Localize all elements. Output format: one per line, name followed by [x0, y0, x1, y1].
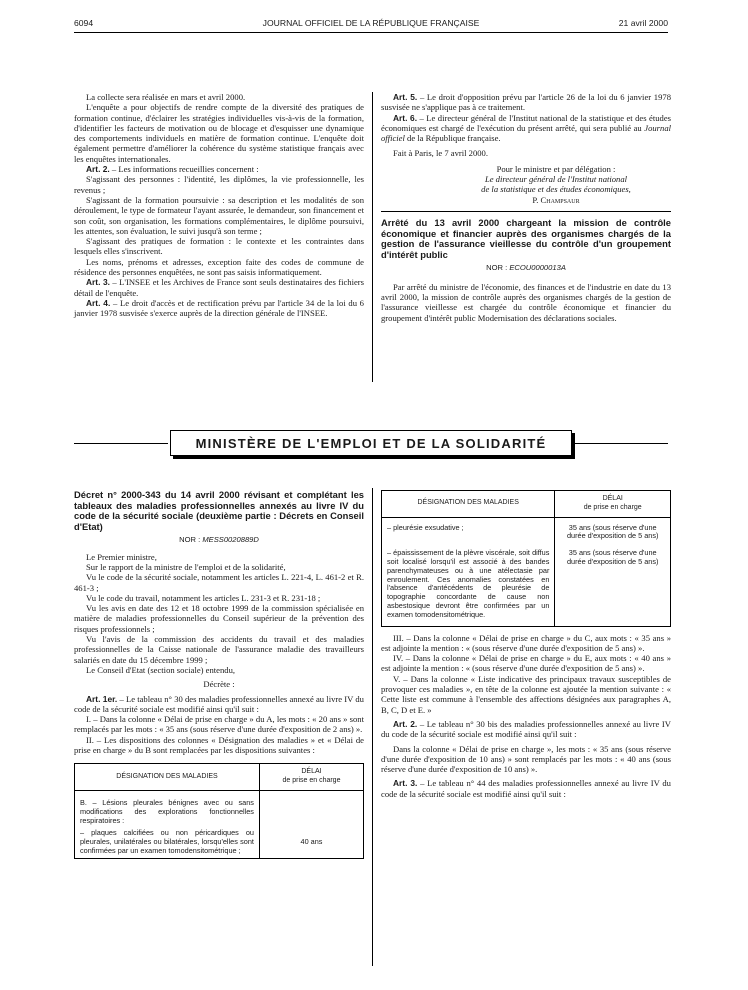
article-label: Art. 2. [86, 164, 110, 175]
table-row [382, 517, 671, 543]
article-4 [74, 298, 364, 319]
paragraph: S'agissant des personnes : l'identité, les diplômes, la vie professionnelle, les revenus ; [74, 174, 364, 195]
nor-label: NOR : [486, 263, 510, 273]
journal-title: JOURNAL OFFICIEL DE LA RÉPUBLIQUE FRANÇAISE [262, 18, 480, 28]
right-column-bottom [381, 490, 671, 799]
arrete-text: Par arrêté du ministre de l'économie, des finances et de l'industrie en date du 13 avril 2000, la mission de contrôle auprès des organismes chargés de la gestion de l'assurance vieillesse est chargée du contrôle économique et financier du groupement d'intérêt public Modernisation des déclarations sociales. [381, 281, 671, 323]
paragraph: S'agissant des pratiques de formation : le contexte et les contraintes dans lesquels elles s'inscrivent. [74, 236, 364, 257]
table-row [75, 790, 364, 827]
paragraph: I. – Dans la colonne « Délai de prise en charge » du A, les mots : « 20 ans » sont remplacés par les mots : « 35 ans (sous réserve d'une durée d'exposition de 2 ans) ». [74, 714, 364, 735]
signatory-name: P. Champsaur [532, 194, 580, 205]
separator [381, 211, 671, 212]
col-header-line: DÉLAI [602, 495, 623, 502]
paragraph: Vu le code du travail, notamment les articles L. 231-3 et R. 231-18 ; [86, 592, 321, 603]
table-cell [259, 790, 363, 827]
ministry-title: MINISTÈRE DE L'EMPLOI ET DE LA SOLIDARITÉ [195, 435, 547, 451]
left-column-bottom [74, 490, 364, 859]
article-text: – Les informations recueillies concernent : [109, 164, 259, 175]
col-header: DÉSIGNATION DES MALADIES [382, 491, 555, 518]
journal-name: Journal officiel [381, 122, 671, 144]
article-label: Art. 2. [393, 718, 418, 729]
paragraph: Le Premier ministre, [86, 551, 157, 562]
col-header [259, 764, 363, 791]
arrete-title: Arrêté du 13 avril 2000 chargeant la mission de contrôle économique et financier auprès des organismes chargés de la gestion de l'assurance vieillesse du contrôle d'un groupement d'intérêt public [381, 216, 671, 260]
paragraph: L'enquête a pour objectifs de rendre compte de la diversité des pratiques de formation continue, d'éclairer les stratégies individuelles vis-à-vis de la formation, d'identifier les facteurs de motivation ou de blocage et d'esquisser une dynamique des comportements individuels en matière de formation continue. L'enquête doit également permettre d'améliorer la cohérence du système statistique français avec les enquêtes internationales. [74, 102, 364, 164]
paragraph: Sur le rapport de la ministre de l'emploi et de la solidarité, [86, 561, 286, 572]
signature-block [381, 164, 671, 205]
column-divider [372, 488, 373, 966]
table-row [75, 827, 364, 858]
article-1 [74, 694, 364, 715]
left-column-top [74, 92, 364, 319]
article-2 [381, 719, 671, 740]
paragraph: Vu les avis en date des 12 et 18 octobre 1999 de la commission spécialisée en matière de maladies professionnelles du Conseil supérieur de la prévention des risques professionnels ; [74, 603, 364, 634]
signature-line: de la statistique et des études économiques, [481, 184, 631, 195]
paragraph: Les noms, prénoms et adresses, exception faite des codes de commune de résidence des personnes enquêtées, ne sont pas saisis informatiquement. [74, 256, 364, 278]
column-divider [372, 92, 373, 382]
article-label: Art. 5. [393, 92, 418, 102]
nor-code: ECOU0000013A [509, 263, 566, 273]
paragraph: IV. – Dans la colonne « Délai de prise en charge » du E, aux mots : « 40 ans » est adjointe la mention : « (sous réserve d'une durée d'exposition de 5 ans) ». [381, 653, 671, 674]
table-diseases-2 [381, 490, 671, 627]
ministry-rule-right [575, 443, 668, 444]
fait-a-paris: Fait à Paris, le 7 avril 2000. [393, 148, 488, 159]
article-3 [74, 277, 364, 298]
table-cell: 40 ans [259, 827, 363, 858]
article-text: – L'INSEE et les Archives de France sont seuls destinataires des fichiers détail de l'enquête. [74, 277, 364, 298]
table-cell: 35 ans (sous réserve d'une durée d'exposition de 5 ans) [555, 543, 671, 626]
nor-code: MESS0020889D [202, 535, 259, 545]
article-text: – Le tableau n° 30 bis des maladies professionnelles annexé au livre IV du code de la sécurité sociale est modifié ainsi qu'il suit : [381, 718, 671, 740]
article-label: Art. 6. [393, 112, 418, 123]
col-header-line: de prise en charge [583, 503, 642, 511]
page-number: 6094 [74, 18, 94, 28]
col-header [555, 491, 671, 518]
paragraph: V. – Dans la colonne « Liste indicative des principaux travaux susceptibles de provoquer ces maladies », en tête de la colonne est ajoutée la mention suivante : « Cette liste est commune à l'ensemble des affections désignées aux paragraphes A, B, C, D et E. » [381, 673, 671, 715]
article-2 [74, 164, 364, 174]
header-rule [74, 32, 668, 33]
article-text: – Le tableau n° 30 des maladies professionnelles annexé au livre IV du code de la sécurité sociale est modifié ainsi qu'il suit : [74, 693, 364, 714]
decrete: Décrète : [203, 679, 235, 690]
ministry-banner [170, 430, 572, 456]
col-header-line: DÉLAI [301, 768, 322, 776]
table-row [382, 543, 671, 626]
table-diseases-1 [74, 763, 364, 858]
article-text: de la République française. [404, 133, 501, 144]
table-cell: – pleurésie exsudative ; [382, 517, 555, 543]
signature-line: Le directeur général de l'Institut national [484, 174, 628, 185]
page-header [74, 18, 668, 32]
col-header: DÉSIGNATION DES MALADIES [75, 764, 260, 791]
article-5 [381, 92, 671, 113]
col-header-line: de prise en charge [282, 777, 341, 785]
nor-label: NOR : [179, 535, 203, 545]
signature-line: Pour le ministre et par délégation : [496, 163, 616, 174]
paragraph: Le Conseil d'Etat (section sociale) entendu, [86, 664, 236, 675]
table-cell: B. – Lésions pleurales bénignes avec ou sans modifications des explorations fonctionnelles respiratoires : [75, 790, 260, 827]
nor-reference [74, 535, 364, 545]
article-text: – Le tableau n° 44 des maladies professionnelles annexé au livre IV du code de la sécurité sociale est modifié ainsi qu'il suit : [381, 778, 671, 799]
article-label: Art. 3. [86, 277, 111, 288]
nor-reference [381, 263, 671, 273]
paragraph: Vu le code de la sécurité sociale, notamment les articles L. 221-4, L. 461-2 et R. 461-3 ; [74, 572, 364, 593]
paragraph: S'agissant de la formation poursuivie : sa description et les modalités de son déroulement, le type de formateur l'ayant assurée, le demandeur, son financement et son coût, son organisation, les formations complémentaires, le diplôme poursuivi, les attentes, son évaluation, le suivi jusqu'à son terme ; [74, 194, 364, 236]
decree-title: Décret n° 2000-343 du 14 avril 2000 révisant et complétant les tableaux des maladies professionnelles annexés au livre IV du code de la sécurité sociale (deuxième partie : Décrets en Conseil d'Etat) [74, 489, 364, 532]
article-3 [381, 778, 671, 799]
table-cell: – plaques calcifiées ou non péricardiques ou pleurales, unilatérales ou bilatérales, lorsqu'elles sont confirmées par un examen tomodensitométrique ; [75, 827, 260, 858]
article-text: – Le droit d'opposition prévu par l'article 26 de la loi du 6 janvier 1978 susvisée ne s'applique pas à ce traitement. [381, 92, 671, 113]
right-column-top [381, 92, 671, 323]
paragraph: III. – Dans la colonne « Délai de prise en charge » du C, aux mots : « 35 ans » est adjointe la mention : « (sous réserve d'une durée d'exposition de 5 ans) ». [381, 632, 671, 653]
article-6 [381, 113, 671, 144]
article-label: Art. 4. [86, 297, 111, 308]
table-cell: – épaississement de la plèvre viscérale, soit diffus soit localisé lorsqu'il est associé à des bandes parenchymateuses ou à une atélectasie par enroulement. Ces anomalies constatées en l'absence d'antécédents de pleurésie de topographie concordante de cause non asbestosique devront être confirmées par un examen tomodensitométrique. [382, 543, 555, 626]
paragraph: Dans la colonne « Délai de prise en charge », les mots : « 35 ans (sous réserve d'une durée d'exposition de 10 ans) » sont remplacés par les mots : « 40 ans (sous réserve d'une durée d'exposition de 10 ans) ». [381, 743, 671, 775]
issue-date: 21 avril 2000 [618, 18, 668, 28]
paragraph: La collecte sera réalisée en mars et avril 2000. [86, 92, 246, 102]
article-text: – Le directeur général de l'Institut national de la statistique et des études économiques est chargé de l'exécution du présent arrêté, qui sera publié au [381, 112, 671, 133]
article-text: – Le droit d'accès et de rectification prévu par l'article 34 de la loi du 6 janvier 1978 susvisée s'exerce auprès de la direction générale de l'INSEE. [74, 297, 364, 319]
paragraph: Vu l'avis de la commission des accidents du travail et des maladies professionnelles de la Caisse nationale de l'assurance maladie des travailleurs salariés en date du 15 décembre 1999 ; [74, 634, 364, 665]
article-label: Art. 3. [393, 778, 418, 789]
table-cell: 35 ans (sous réserve d'une durée d'exposition de 5 ans) [555, 517, 671, 543]
article-label: Art. 1er. [86, 693, 118, 704]
ministry-rule-left [74, 443, 168, 444]
paragraph: II. – Les dispositions des colonnes « Désignation des maladies » et « Délai de prise en charge » du B sont remplacées par les dispositions suivantes : [74, 734, 364, 756]
